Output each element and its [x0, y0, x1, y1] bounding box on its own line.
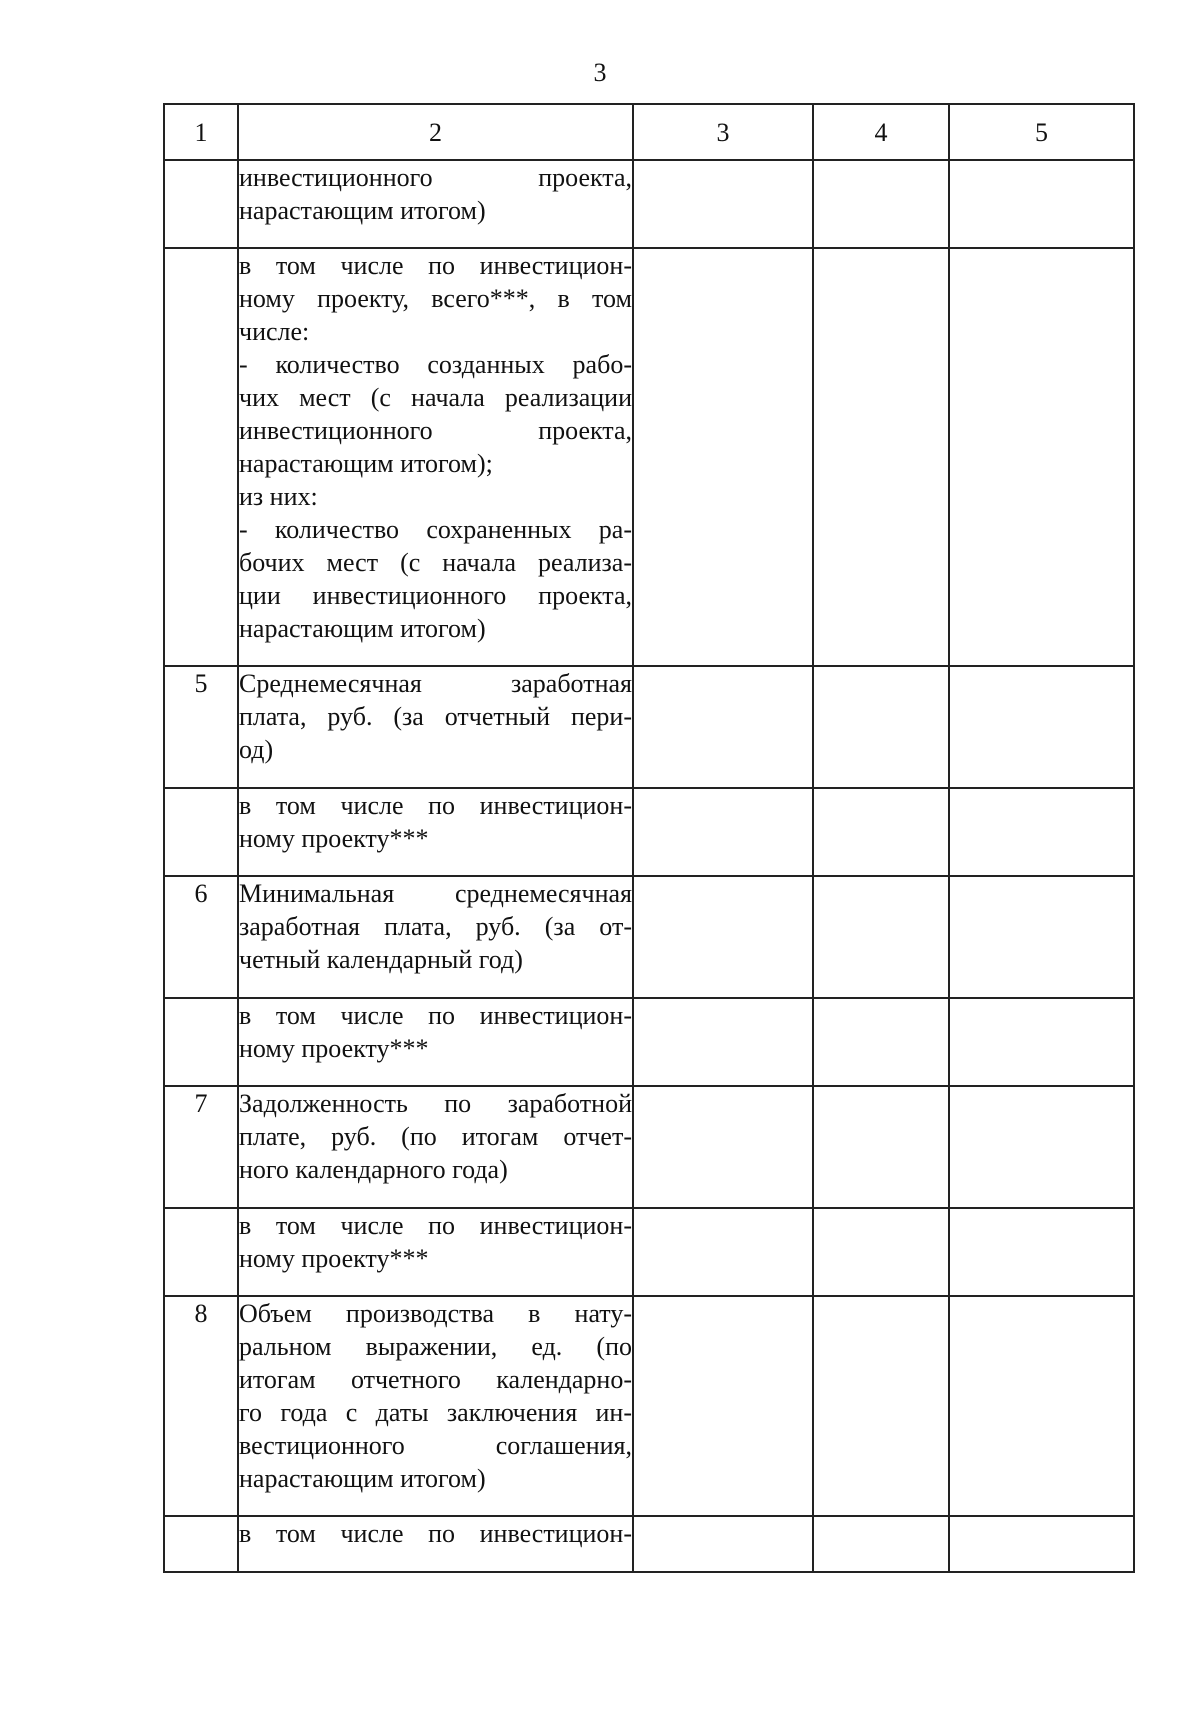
value-cell-col-4 — [813, 1296, 949, 1516]
value-cell-col-5 — [949, 248, 1134, 666]
indicator-description-cell — [238, 1208, 633, 1296]
description-line: ному проекту*** — [239, 1244, 429, 1273]
column-header-2: 2 — [238, 104, 633, 160]
value-cell-col-5 — [949, 1208, 1134, 1296]
description-line: бочих мест (с начала реализа- — [239, 548, 632, 577]
description-line: ному проекту, всего***, в том — [239, 284, 632, 313]
table-row — [164, 1208, 1134, 1296]
value-cell-col-3 — [633, 1296, 813, 1516]
value-cell-col-4 — [813, 1086, 949, 1208]
description-line: инвестиционного проекта, — [239, 416, 632, 445]
value-cell-col-3 — [633, 1208, 813, 1296]
value-cell-col-3 — [633, 876, 813, 998]
value-cell-col-5 — [949, 1296, 1134, 1516]
row-number-cell — [164, 160, 238, 248]
description-line: нарастающим итогом) — [239, 614, 486, 643]
description-line: - количество созданных рабо- — [239, 350, 632, 379]
description-line: нарастающим итогом); — [239, 449, 493, 478]
page-number: 3 — [593, 58, 607, 87]
description-line: чих мест (с начала реализации — [239, 383, 632, 412]
row-number-cell — [164, 248, 238, 666]
description-line: заработная плата, руб. (за от- — [239, 912, 632, 941]
indicator-description-cell — [238, 666, 633, 788]
description-line: вестиционного соглашения, — [239, 1431, 632, 1460]
value-cell-col-3 — [633, 666, 813, 788]
description-line: в том числе по инвестицион- — [239, 251, 632, 280]
row-number-cell: 8 — [164, 1296, 238, 1516]
column-header-3: 3 — [633, 104, 813, 160]
value-cell-col-5 — [949, 666, 1134, 788]
description-line: Объем производства в нату- — [239, 1299, 632, 1328]
description-line: ному проекту*** — [239, 824, 429, 853]
description-line: ному проекту*** — [239, 1034, 429, 1063]
indicator-description-cell — [238, 160, 633, 248]
row-number-cell — [164, 1208, 238, 1296]
value-cell-col-4 — [813, 666, 949, 788]
value-cell-col-3 — [633, 248, 813, 666]
description-line: од) — [239, 735, 274, 764]
description-line: Минимальная среднемесячная — [239, 879, 632, 908]
description-line: нарастающим итогом) — [239, 1464, 486, 1493]
description-line: - количество сохраненных ра- — [239, 515, 632, 544]
report-table — [163, 103, 1135, 1573]
table-row — [164, 1086, 1134, 1208]
value-cell-col-5 — [949, 160, 1134, 248]
value-cell-col-3 — [633, 160, 813, 248]
description-line: го года с даты заключения ин- — [239, 1398, 632, 1427]
row-number-cell — [164, 998, 238, 1086]
indicator-description-cell — [238, 788, 633, 876]
row-number-cell — [164, 1516, 238, 1572]
description-line: плате, руб. (по итогам отчет- — [239, 1122, 632, 1151]
description-line: в том числе по инвестицион- — [239, 791, 632, 820]
row-number-cell: 7 — [164, 1086, 238, 1208]
value-cell-col-4 — [813, 1208, 949, 1296]
value-cell-col-5 — [949, 1516, 1134, 1572]
description-line: в том числе по инвестицион- — [239, 1001, 632, 1030]
row-number-cell — [164, 788, 238, 876]
column-header-1: 1 — [164, 104, 238, 160]
value-cell-col-3 — [633, 788, 813, 876]
table-row — [164, 1516, 1134, 1572]
row-number-cell: 5 — [164, 666, 238, 788]
value-cell-col-4 — [813, 1516, 949, 1572]
header-row — [164, 104, 1134, 160]
indicator-description-cell — [238, 1516, 633, 1572]
value-cell-col-5 — [949, 876, 1134, 998]
description-line: числе: — [239, 317, 310, 346]
indicator-description-cell — [238, 1086, 633, 1208]
description-line: четный календарный год) — [239, 945, 523, 974]
table-row — [164, 666, 1134, 788]
table-row — [164, 160, 1134, 248]
value-cell-col-3 — [633, 998, 813, 1086]
description-line: ральном выражении, ед. (по — [239, 1332, 632, 1361]
value-cell-col-3 — [633, 1516, 813, 1572]
table-row — [164, 1296, 1134, 1516]
indicator-description-cell — [238, 876, 633, 998]
column-header-5: 5 — [949, 104, 1134, 160]
description-line: плата, руб. (за отчетный пери- — [239, 702, 632, 731]
description-line: инвестиционного проекта, — [239, 163, 632, 192]
row-number-cell: 6 — [164, 876, 238, 998]
value-cell-col-4 — [813, 998, 949, 1086]
value-cell-col-5 — [949, 1086, 1134, 1208]
value-cell-col-4 — [813, 248, 949, 666]
indicator-description-cell — [238, 1296, 633, 1516]
description-line: Задолженность по заработной — [239, 1089, 632, 1118]
table-row — [164, 248, 1134, 666]
indicator-description-cell — [238, 998, 633, 1086]
indicator-description-cell — [238, 248, 633, 666]
description-line: ного календарного года) — [239, 1155, 508, 1184]
value-cell-col-5 — [949, 788, 1134, 876]
description-line: итогам отчетного календарно- — [239, 1365, 632, 1394]
value-cell-col-3 — [633, 1086, 813, 1208]
table-row — [164, 788, 1134, 876]
value-cell-col-5 — [949, 998, 1134, 1086]
table-row — [164, 876, 1134, 998]
description-line: в том числе по инвестицион- — [239, 1519, 632, 1548]
description-line: Среднемесячная заработная — [239, 669, 632, 698]
description-line: нарастающим итогом) — [239, 196, 486, 225]
value-cell-col-4 — [813, 160, 949, 248]
description-line: в том числе по инвестицион- — [239, 1211, 632, 1240]
value-cell-col-4 — [813, 876, 949, 998]
description-line: из них: — [239, 482, 318, 511]
table-row — [164, 998, 1134, 1086]
column-header-4: 4 — [813, 104, 949, 160]
table-body — [164, 160, 1134, 1572]
description-line: ции инвестиционного проекта, — [239, 581, 632, 610]
value-cell-col-4 — [813, 788, 949, 876]
